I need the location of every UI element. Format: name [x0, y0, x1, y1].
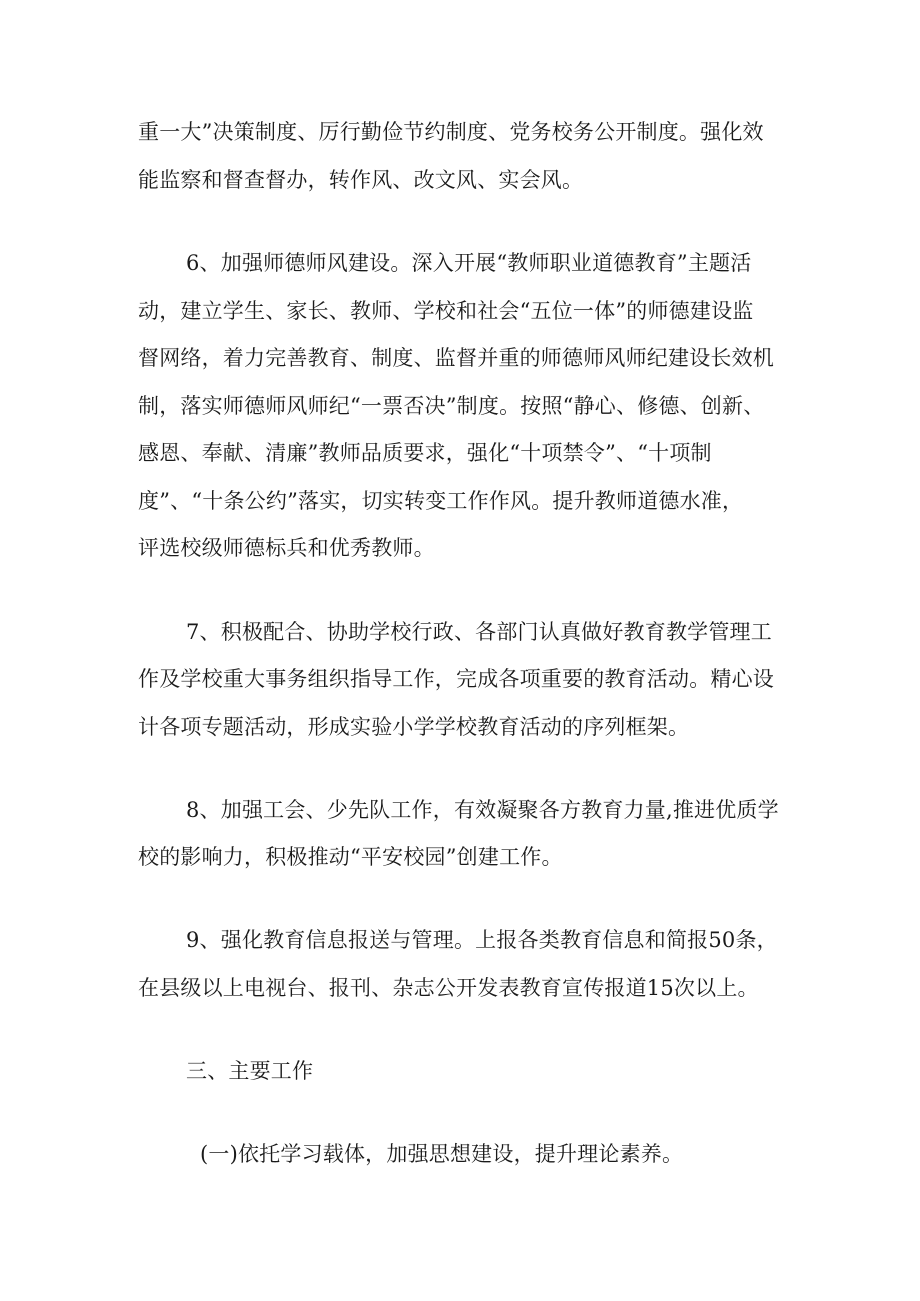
- paragraph-7-first-line: 7、积极配合、协助学校行政、各部门认真做好教育教学管理工: [186, 620, 772, 644]
- text-line: 校的影响力，积极推动“平安校园”创建工作。: [138, 845, 563, 869]
- text-line: 重一大”决策制度、厉行勤俭节约制度、党务校务公开制度。强化效: [138, 120, 764, 144]
- paragraph-9-first-line: 9、强化教育信息报送与管理。上报各类教育信息和简报50条，: [186, 928, 778, 952]
- subsection-heading: (一)依托学习载体，加强思想建设，提升理论素养。: [200, 1142, 684, 1166]
- paragraph-8-first-line: 8、加强工会、少先队工作，有效凝聚各方教育力量,推进优质学: [186, 798, 779, 822]
- text-line: 能监察和督查督办，转作风、改文风、实会风。: [138, 168, 584, 192]
- text-line: 制，落实师德师风师纪“一票否决”制度。按照“静心、修德、创新、: [138, 394, 765, 418]
- section-heading: 三、主要工作: [186, 1059, 314, 1083]
- text-line: 作及学校重大事务组织指导工作，完成各项重要的教育活动。精心设: [138, 667, 774, 691]
- paragraph-6-first-line: 6、加强师德师风建设。深入开展“教师职业道德教育”主题活: [186, 251, 752, 275]
- text-line: 感恩、奉献、清廉”教师品质要求，强化“十项禁令”、“十项制: [138, 441, 712, 465]
- text-line: 计各项专题活动，形成实验小学学校教育活动的序列框架。: [138, 715, 690, 739]
- text-line: 督网络，着力完善教育、制度、监督并重的师德师风师纪建设长效机: [138, 346, 774, 370]
- text-line: 在县级以上电视台、报刊、杂志公开发表教育宣传报道15次以上。: [138, 976, 759, 1000]
- text-line: 度”、“十条公约”落实，切实转变工作作风。提升教师道德水准，: [138, 489, 744, 513]
- text-line: 评选校级师德标兵和优秀教师。: [138, 536, 435, 560]
- text-line: 动，建立学生、家长、教师、学校和社会“五位一体”的师德建设监: [138, 299, 754, 323]
